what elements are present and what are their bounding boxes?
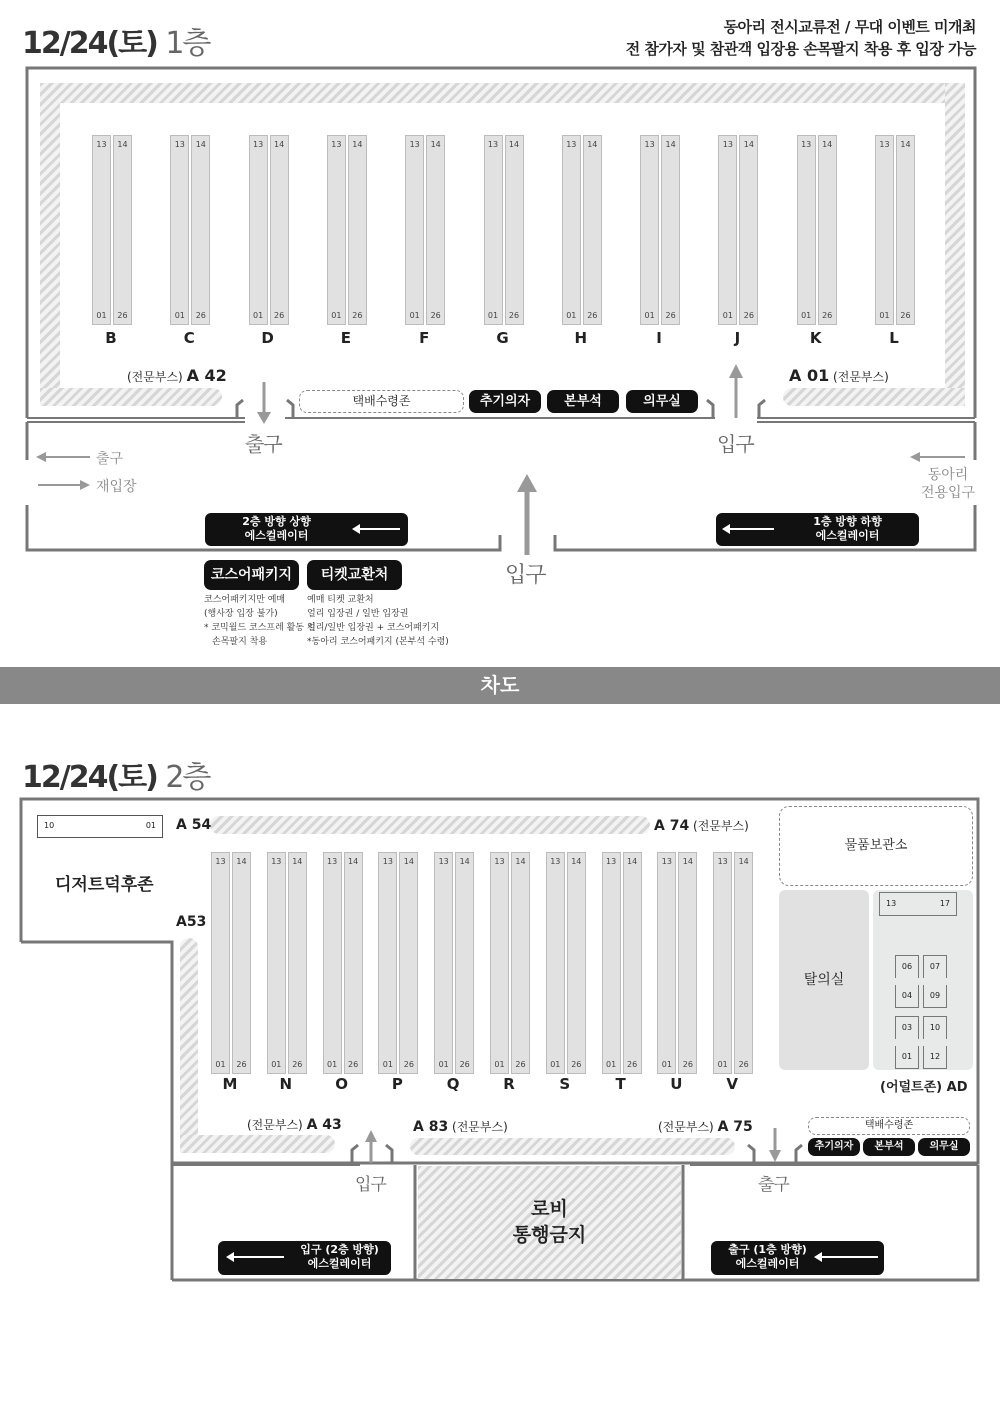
ticket-notes <box>307 593 449 649</box>
seat-num-bottom: 01 <box>438 1060 449 1069</box>
booth-a01 <box>789 366 889 385</box>
desert-zone-label: 디저트덕후존 <box>55 875 154 895</box>
aisle-d-column <box>270 135 289 325</box>
aisle-f-column <box>405 135 424 325</box>
seat-num-top: 14 <box>459 857 470 866</box>
course-note2: (행사장 입장 불가) <box>204 609 278 619</box>
esc-up-arrow-icon <box>350 521 402 537</box>
seat-num-bottom: 26 <box>117 311 128 320</box>
aisle-o-column <box>323 852 342 1074</box>
aisle-e <box>327 135 369 325</box>
wall-hatch-f2-top <box>210 816 650 834</box>
seat-num-bottom: 26 <box>571 1060 582 1069</box>
seat-num-top: 14 <box>348 857 359 866</box>
seat-num-top: 13 <box>717 857 728 866</box>
seat-num-bottom: 01 <box>566 311 577 320</box>
desert-booth-strip <box>37 815 163 838</box>
seat-num-top: 14 <box>274 140 285 149</box>
seat-num-bottom: 01 <box>174 311 185 320</box>
booth-a42 <box>127 366 227 385</box>
seat-num-top: 14 <box>403 857 414 866</box>
seat-num-top: 13 <box>879 140 890 149</box>
row-label-j: J <box>734 329 741 347</box>
club-entry-line1: 동아리 <box>927 467 969 483</box>
aisle-h-column <box>562 135 581 325</box>
aisle-s-column <box>546 852 565 1074</box>
course-notes <box>204 593 316 649</box>
row-label-b: B <box>105 329 117 347</box>
aisle-b-column <box>92 135 111 325</box>
row-label-n: N <box>279 1075 293 1093</box>
wall-hatch-f2-bottom-left <box>180 1135 335 1153</box>
seat-num-top: 14 <box>665 140 676 149</box>
booth-a42-note: (전문부스) <box>127 370 183 384</box>
seat-num-top: 14 <box>292 857 303 866</box>
seat-num-bottom: 01 <box>215 1060 226 1069</box>
lobby-label <box>418 1196 681 1248</box>
aisle-v-column <box>713 852 732 1074</box>
seat-num-bottom: 26 <box>348 1060 359 1069</box>
seat-num-top: 13 <box>253 140 264 149</box>
seat-num-top: 13 <box>494 857 505 866</box>
aisle-s <box>546 852 588 1074</box>
aisle-l <box>875 135 917 325</box>
wall-hatch-bottom-left <box>40 388 222 406</box>
aisle-k-column <box>818 135 837 325</box>
row-label-g: G <box>496 329 509 347</box>
seat-num-top: 14 <box>352 140 363 149</box>
seat-num-bottom: 01 <box>722 311 733 320</box>
seat-num-top: 13 <box>174 140 185 149</box>
seat-num-bottom: 01 <box>717 1060 728 1069</box>
aisle-b <box>92 135 134 325</box>
notice-line2: 전 참가자 및 참관객 입장용 손목팔지 착용 후 입장 가능 <box>625 40 976 58</box>
legend-exit: 출구 <box>96 451 124 467</box>
seat-num-bottom: 01 <box>271 1060 282 1069</box>
seat-num-top: 13 <box>722 140 733 149</box>
course-note3: * 코믹월드 코스프레 활동 시 <box>204 623 316 633</box>
seat-num-bottom: 01 <box>382 1060 393 1069</box>
aisle-p <box>378 852 420 1074</box>
aisle-v <box>713 852 755 1074</box>
wall-hatch-right <box>945 83 965 393</box>
seat-num-bottom: 26 <box>587 311 598 320</box>
aisle-e-column <box>348 135 367 325</box>
seat-num-top: 14 <box>117 140 128 149</box>
aisle-r <box>490 852 532 1074</box>
seat-num-top: 13 <box>215 857 226 866</box>
adult-booth-01: 01 <box>895 1046 919 1069</box>
booth-a75 <box>658 1118 753 1135</box>
aisle-l-column <box>896 135 915 325</box>
adult-booth-06: 06 <box>895 955 919 978</box>
seat-num-top: 14 <box>822 140 833 149</box>
booth-a74-note: (전문부스) <box>693 819 749 833</box>
seat-num-top: 13 <box>566 140 577 149</box>
esc-left-line2: 에스컬레이터 <box>307 1257 372 1270</box>
seat-num-top: 13 <box>96 140 107 149</box>
floor2-floor: 2층 <box>165 760 210 795</box>
esc-left-arrow-icon <box>224 1249 286 1265</box>
adult-booth-10: 10 <box>923 1016 947 1039</box>
extra-chair-f1: 추기의자 <box>469 390 541 413</box>
seat-num-top: 14 <box>430 140 441 149</box>
ticket-note3: 얼리/일반 입장권 + 코스어패키지 <box>307 623 440 633</box>
seat-num-bottom: 01 <box>606 1060 617 1069</box>
aisle-j-column <box>739 135 758 325</box>
seat-num-bottom: 26 <box>292 1060 303 1069</box>
storage-room: 물품보관소 <box>779 806 973 886</box>
esc-right-line2: 에스컬레이터 <box>735 1257 800 1270</box>
exit-label-f2: 출구 <box>758 1175 789 1195</box>
seat-num-bottom: 01 <box>661 1060 672 1069</box>
aisle-e-column <box>327 135 346 325</box>
aisle-t-column <box>602 852 621 1074</box>
seat-num-bottom: 01 <box>487 311 499 320</box>
seat-num-bottom: 01 <box>550 1060 561 1069</box>
aisle-q-column <box>455 852 474 1074</box>
aisle-b-column <box>113 135 132 325</box>
seat-num-bottom: 01 <box>409 311 420 320</box>
seat-num-top: 13 <box>327 857 338 866</box>
row-label-q: Q <box>446 1075 460 1093</box>
row-label-e: E <box>340 329 352 347</box>
booth-a01-note: (전문부스) <box>833 370 889 384</box>
booth-a83-note: (전문부스) <box>452 1120 508 1134</box>
row-label-i: I <box>656 329 662 347</box>
esc-down-line1: 1층 방향 하향 <box>813 515 882 528</box>
aisle-o <box>323 852 365 1074</box>
seat-num-top: 13 <box>271 857 282 866</box>
row-label-k: K <box>809 329 822 347</box>
wall-hatch-f2-bottom-mid <box>410 1138 735 1155</box>
esc-down-arrow-icon <box>720 521 776 537</box>
entrance-label-f2: 입구 <box>355 1175 386 1195</box>
seat-num-top: 13 <box>382 857 393 866</box>
adult-zone-area <box>873 890 973 1070</box>
booth-a83-id: A 83 <box>413 1119 449 1135</box>
seat-num-top: 14 <box>738 857 749 866</box>
entrance-label-f1: 입구 <box>717 432 754 456</box>
row-label-c: C <box>183 329 195 347</box>
floor1-date: 12/24(토) <box>22 26 157 61</box>
club-entry-line2: 전용입구 <box>920 485 976 501</box>
lobby-line2: 통행금지 <box>512 1224 587 1246</box>
exit-label-f1: 출구 <box>245 432 282 456</box>
course-note1: 코스어패키지만 예매 <box>204 595 286 605</box>
seat-num-top: 13 <box>661 857 672 866</box>
booth-a53: A53 <box>176 914 207 930</box>
aisle-i-column <box>640 135 659 325</box>
aisle-h <box>562 135 604 325</box>
desert-num-10: 10 <box>44 821 55 830</box>
seat-num-top: 13 <box>644 140 655 149</box>
booth-a54: A 54 <box>176 817 212 833</box>
aisle-h-column <box>583 135 602 325</box>
ticket-note1: 예매 티켓 교환처 <box>307 595 374 605</box>
aisle-j-column <box>718 135 737 325</box>
booth-a83 <box>413 1118 508 1135</box>
seat-num-top: 13 <box>409 140 420 149</box>
seat-num-top: 14 <box>900 140 911 149</box>
seat-num-bottom: 26 <box>195 311 206 320</box>
row-label-h: H <box>574 329 588 347</box>
aisle-f <box>405 135 447 325</box>
aisle-k <box>797 135 839 325</box>
booth-a43 <box>247 1116 342 1133</box>
adult-num-17: 17 <box>939 899 950 908</box>
row-label-o: O <box>335 1075 348 1093</box>
booth-a43-id: A 43 <box>306 1117 342 1133</box>
adult-num-13: 13 <box>886 899 897 908</box>
hq-f2: 본부석 <box>863 1138 915 1156</box>
esc-right-arrow-icon <box>812 1249 880 1265</box>
aisle-c <box>170 135 212 325</box>
floor2-date: 12/24(토) <box>22 760 157 795</box>
aisle-k-column <box>797 135 816 325</box>
parcel-zone-f1: 택배수령존 <box>299 390 464 413</box>
aisle-n-column <box>288 852 307 1074</box>
wall-hatch-top <box>40 83 965 103</box>
course-note4: 손목팔지 착용 <box>212 637 268 647</box>
seat-num-bottom: 01 <box>879 311 890 320</box>
booth-a74-id: A 74 <box>654 818 690 834</box>
seat-num-bottom: 26 <box>743 311 754 320</box>
seat-num-bottom: 26 <box>508 311 520 320</box>
seat-num-bottom: 26 <box>682 1060 693 1069</box>
aisle-q-column <box>434 852 453 1074</box>
seat-num-top: 13 <box>801 140 812 149</box>
row-label-p: P <box>391 1075 403 1093</box>
booth-a43-note: (전문부스) <box>247 1118 303 1132</box>
wall-hatch-bottom-right <box>783 388 965 406</box>
seat-num-top: 14 <box>236 857 247 866</box>
aisle-c-column <box>170 135 189 325</box>
seat-num-top: 13 <box>550 857 561 866</box>
ticket-exchange-label: 티켓교환처 <box>307 560 402 590</box>
lobby-line1: 로비 <box>531 1198 568 1220</box>
seat-num-bottom: 26 <box>900 311 911 320</box>
seat-num-top: 13 <box>438 857 449 866</box>
seat-num-top: 13 <box>606 857 617 866</box>
seat-num-bottom: 26 <box>352 311 363 320</box>
row-label-v: V <box>726 1075 738 1093</box>
seat-num-top: 13 <box>331 140 342 149</box>
aisle-u-column <box>678 852 697 1074</box>
seat-num-bottom: 01 <box>331 311 342 320</box>
ticket-note2: 얼리 입장권 / 일반 입장권 <box>307 609 409 619</box>
adult-zone-label: (어덜트존) AD <box>880 1080 968 1095</box>
aisle-c-column <box>191 135 210 325</box>
seat-num-bottom: 01 <box>494 1060 505 1069</box>
floor1-floor: 1층 <box>165 26 210 61</box>
seat-num-top: 14 <box>195 140 206 149</box>
seat-num-bottom: 26 <box>459 1060 470 1069</box>
booth-a01-id: A 01 <box>789 366 830 385</box>
parcel-zone-f2: 택배수령존 <box>808 1117 970 1135</box>
aisle-i <box>640 135 682 325</box>
seat-num-bottom: 01 <box>253 311 264 320</box>
booth-a75-note: (전문부스) <box>658 1120 714 1134</box>
wall-hatch-f2-left <box>180 938 198 1143</box>
seat-num-bottom: 01 <box>96 311 107 320</box>
aisle-g <box>484 135 526 325</box>
seat-num-bottom: 26 <box>665 311 676 320</box>
aisle-g-column <box>484 135 503 325</box>
aisle-o-column <box>344 852 363 1074</box>
row-label-m: M <box>222 1075 238 1093</box>
seat-num-top: 14 <box>571 857 582 866</box>
seat-num-bottom: 01 <box>644 311 655 320</box>
aisle-m-column <box>211 852 230 1074</box>
adult-booth-03: 03 <box>895 1016 919 1039</box>
medical-f2: 의무실 <box>918 1138 970 1156</box>
seat-num-bottom: 26 <box>738 1060 749 1069</box>
aisle-l-column <box>875 135 894 325</box>
aisle-r-column <box>511 852 530 1074</box>
esc-left-line1: 입구 (2층 방향) <box>300 1243 379 1256</box>
booth-a75-id: A 75 <box>717 1119 753 1135</box>
wall-hatch-left <box>40 83 60 393</box>
aisle-d <box>249 135 291 325</box>
seat-num-top: 13 <box>487 140 499 149</box>
seat-num-bottom: 26 <box>430 311 441 320</box>
seat-num-bottom: 01 <box>801 311 812 320</box>
club-entry <box>918 466 978 502</box>
aisle-q <box>434 852 476 1074</box>
main-entrance-label: 입구 <box>505 563 546 588</box>
seat-num-bottom: 26 <box>515 1060 526 1069</box>
aisle-m-column <box>232 852 251 1074</box>
seat-num-bottom: 26 <box>236 1060 247 1069</box>
aisle-p-column <box>378 852 397 1074</box>
aisle-d-column <box>249 135 268 325</box>
row-label-t: T <box>615 1075 626 1093</box>
aisle-f-column <box>426 135 445 325</box>
booth-a74 <box>654 817 749 834</box>
legend-reentry: 재입장 <box>96 479 137 495</box>
ticket-note4: *동아리 코스어패키지 (본부석 수령) <box>307 637 449 647</box>
aisle-m <box>211 852 253 1074</box>
aisle-i-column <box>661 135 680 325</box>
road-bar: 차도 <box>0 667 1000 704</box>
aisle-s-column <box>567 852 586 1074</box>
seat-num-top: 14 <box>627 857 638 866</box>
seat-num-bottom: 26 <box>627 1060 638 1069</box>
adult-booth-04: 04 <box>895 985 919 1008</box>
notice-line1: 동아리 전시교류전 / 무대 이벤트 미개최 <box>723 18 976 36</box>
esc-up-line1: 2층 방향 상향 <box>242 515 311 528</box>
aisle-g-column <box>505 135 524 325</box>
aisle-r-column <box>490 852 509 1074</box>
row-label-l: L <box>889 329 899 347</box>
aisle-v-column <box>734 852 753 1074</box>
seat-num-top: 14 <box>587 140 598 149</box>
row-label-u: U <box>670 1075 683 1093</box>
aisle-n <box>267 852 309 1074</box>
booth-a42-id: A 42 <box>186 366 227 385</box>
aisle-t <box>602 852 644 1074</box>
extra-chair-f2: 추기의자 <box>808 1138 860 1156</box>
row-label-f: F <box>419 329 430 347</box>
seat-num-bottom: 26 <box>274 311 285 320</box>
row-label-s: S <box>559 1075 571 1093</box>
seat-num-top: 14 <box>743 140 754 149</box>
row-label-r: R <box>503 1075 515 1093</box>
esc-up-line2: 에스컬레이터 <box>244 529 309 542</box>
desert-num-01: 01 <box>145 821 156 830</box>
aisle-j <box>718 135 760 325</box>
aisle-u-column <box>657 852 676 1074</box>
seat-num-top: 14 <box>508 140 520 149</box>
aisle-t-column <box>623 852 642 1074</box>
seat-num-top: 14 <box>682 857 693 866</box>
aisle-u <box>657 852 699 1074</box>
aisle-p-column <box>399 852 418 1074</box>
seat-num-top: 14 <box>515 857 526 866</box>
seat-num-bottom: 26 <box>403 1060 414 1069</box>
row-label-d: D <box>261 329 274 347</box>
adult-booth-07: 07 <box>923 955 947 978</box>
hq-f1: 본부석 <box>547 390 619 413</box>
adult-top-strip <box>879 892 957 916</box>
esc-down-line2: 에스컬레이터 <box>815 529 880 542</box>
course-package-label: 코스어패키지 <box>204 560 299 590</box>
changing-room: 탈의실 <box>779 890 869 1070</box>
medical-f1: 의무실 <box>626 390 698 413</box>
adult-booth-09: 09 <box>923 985 947 1008</box>
seat-num-bottom: 01 <box>327 1060 338 1069</box>
esc-right-line1: 출구 (1층 방향) <box>728 1243 807 1256</box>
seat-num-bottom: 26 <box>822 311 833 320</box>
aisle-n-column <box>267 852 286 1074</box>
adult-booth-12: 12 <box>923 1046 947 1069</box>
